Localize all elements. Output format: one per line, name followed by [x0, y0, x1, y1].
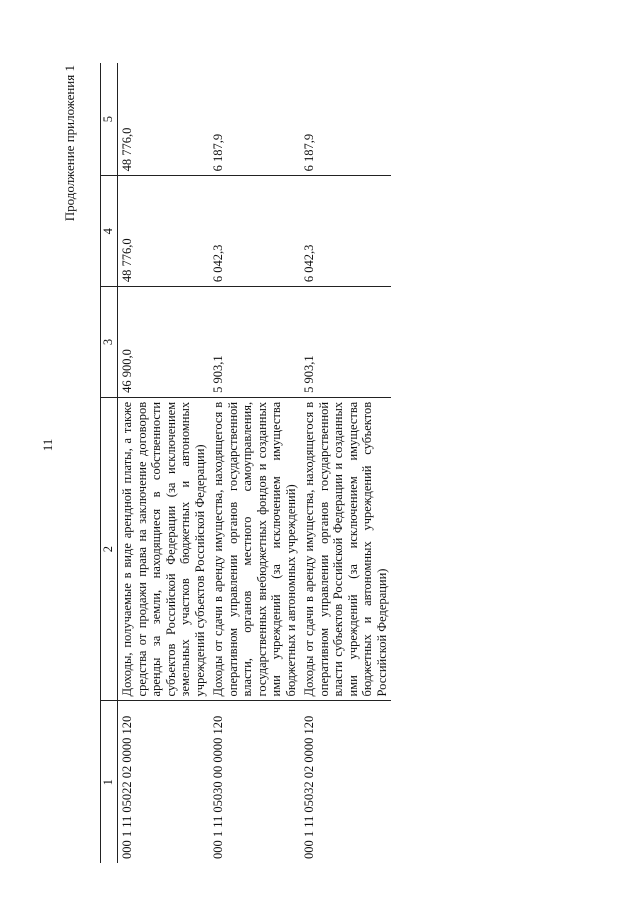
row-value-5: 48 776,0 — [120, 127, 134, 172]
row-description: Доходы, получаемые в виде арендной платы, а также средства от продажи права на заключение договоров аренды за земли, находящиеся в собственности субъектов Российской Федерации (за исключением земельных участков бюджетных и автономных учреждений субъектов Российской Федерации) — [118, 397, 210, 701]
row-description: Доходы от сдачи в аренду имущества, находящегося в оперативном управлении органов государственной власти субъектов Российской Федерации и созданных ими учреждений (за исключением имущества бюджетных и автономных учреждений субъектов Российской Федерации) — [300, 397, 391, 701]
header-col-4: 4 — [101, 176, 118, 287]
row-value-4: 6 042,3 — [300, 176, 391, 287]
header-col-1: 1 — [101, 701, 118, 863]
header-col-5: 5 — [101, 63, 118, 176]
row-value-3: 5 903,1 — [209, 287, 300, 398]
row-description: Доходы от сдачи в аренду имущества, находящегося в оперативном управлении органов государственной власти, органов местного самоуправления, государственных внебюджетных фондов и созданных ими учреждений (за исключением имущества бюджетных и автономных учреждений) — [209, 397, 300, 701]
header-col-3: 3 — [101, 287, 118, 398]
row-code: 000 1 11 05022 02 0000 120 — [118, 701, 210, 863]
income-table — [100, 63, 391, 863]
appendix-note: Продолжение приложения 1 — [62, 65, 77, 222]
row-value-5: 6 187,9 — [211, 133, 225, 172]
header-col-2: 2 — [101, 397, 118, 701]
row-value-3: 5 903,1 — [300, 287, 391, 398]
table-row — [209, 63, 300, 863]
page-number: 11 — [40, 438, 55, 452]
row-code: 000 1 11 05030 00 0000 120 — [209, 701, 300, 863]
table-row — [300, 63, 391, 863]
row-value-4: 48 776,0 — [118, 176, 210, 287]
table-row — [118, 63, 210, 863]
table-header-row — [101, 63, 118, 863]
row-code: 000 1 11 05032 02 0000 120 — [300, 701, 391, 863]
row-value-3: 46 900,0 — [118, 287, 210, 398]
row-value-5: 6 187,9 — [302, 133, 316, 172]
row-value-4: 6 042,3 — [209, 176, 300, 287]
